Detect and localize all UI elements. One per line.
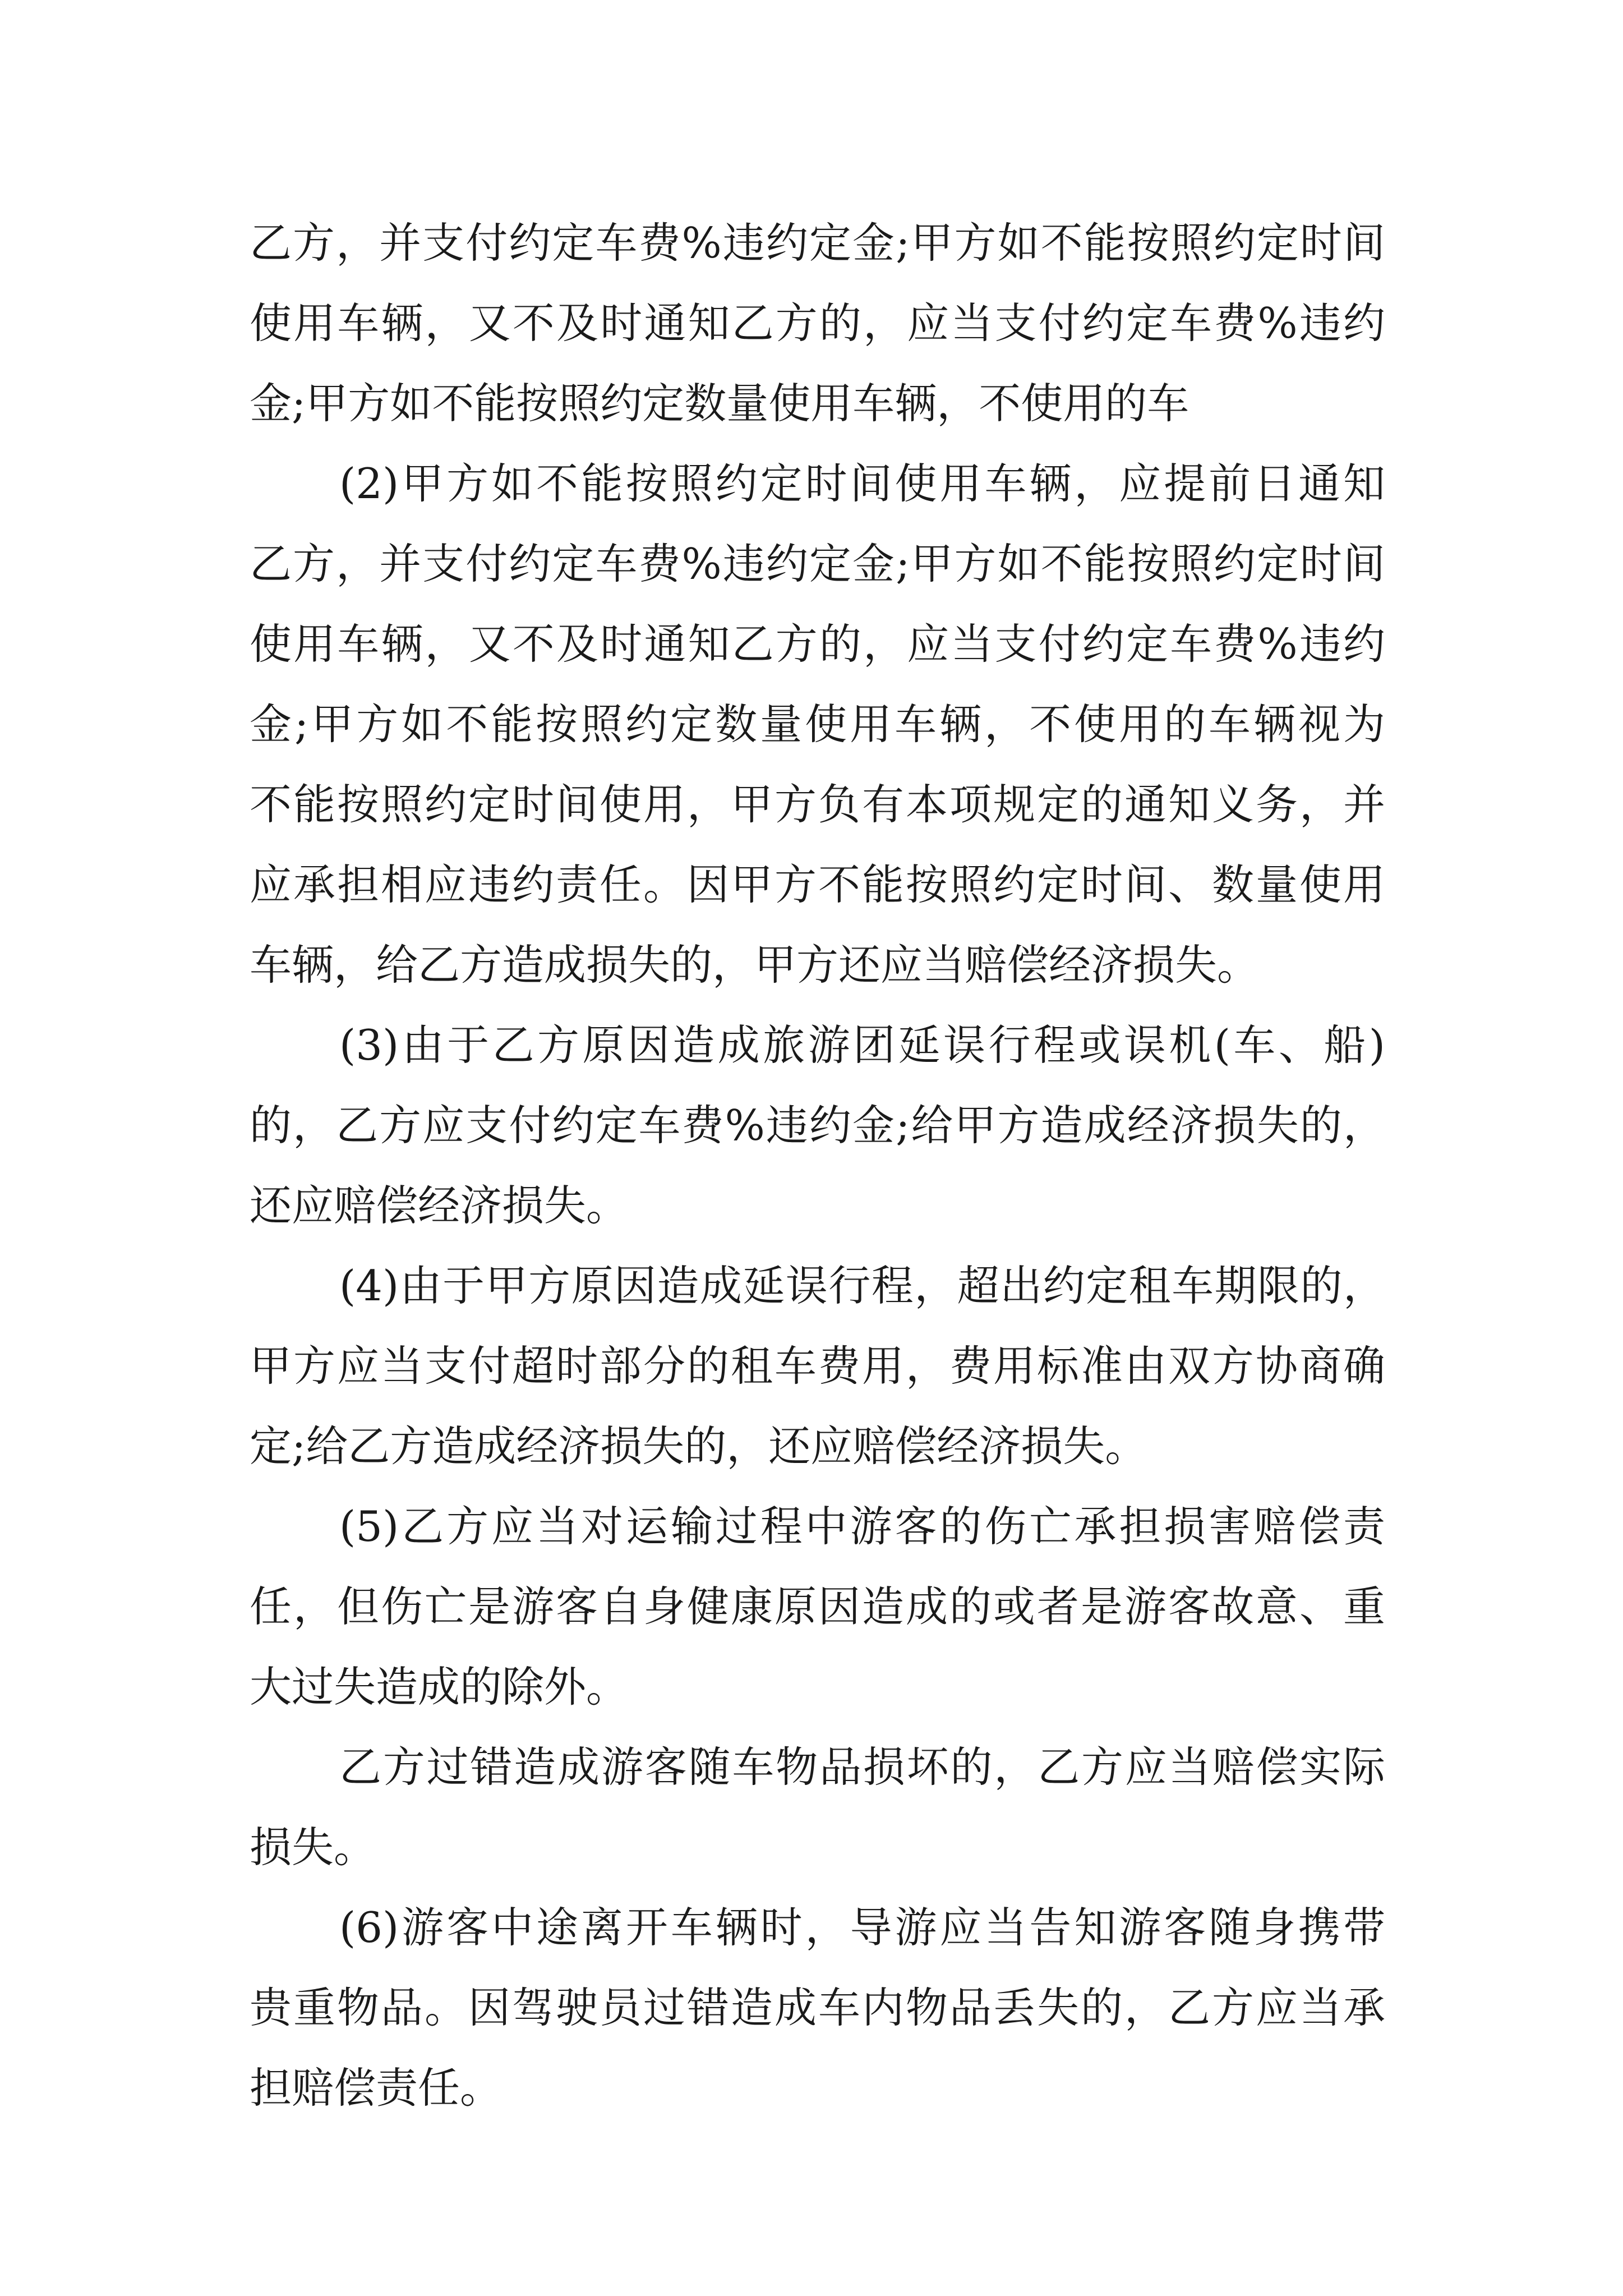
text-line: 使用车辆，又不及时通知乙方的，应当支付约定车费%违约 — [250, 298, 1385, 348]
text-line: (2)甲方如不能按照约定时间使用车辆，应提前日通知 — [339, 459, 1385, 508]
text-line: 金;甲方如不能按照约定数量使用车辆，不使用的车 — [250, 379, 1189, 428]
document-body — [250, 203, 1385, 2128]
text-line: 的，乙方应支付约定车费%违约金;给甲方造成经济损失的， — [250, 1101, 1385, 1150]
text-line: 乙方，并支付约定车费%违约定金;甲方如不能按照约定时间 — [250, 218, 1385, 268]
text-line: 不能按照约定时间使用，甲方负有本项规定的通知义务，并 — [250, 780, 1385, 829]
text-line: 损失。 — [250, 1823, 376, 1872]
text-line: 贵重物品。因驾驶员过错造成车内物品丢失的，乙方应当承 — [250, 1983, 1385, 2032]
text-line: 乙方过错造成游客随车物品损坏的，乙方应当赔偿实际 — [339, 1742, 1385, 1792]
text-line: 金;甲方如不能按照约定数量使用车辆，不使用的车辆视为 — [250, 700, 1385, 749]
text-line: (4)由于甲方原因造成延误行程，超出约定租车期限的， — [339, 1261, 1385, 1310]
text-line: 大过失造成的除外。 — [250, 1662, 629, 1711]
text-line: 应承担相应违约责任。因甲方不能按照约定时间、数量使用 — [250, 860, 1385, 909]
text-line: 还应赔偿经济损失。 — [250, 1181, 629, 1230]
text-line: (5)乙方应当对运输过程中游客的伤亡承担损害赔偿责 — [339, 1502, 1385, 1551]
text-line: 定;给乙方造成经济损失的，还应赔偿经济损失。 — [250, 1421, 1147, 1471]
text-line: 任，但伤亡是游客自身健康原因造成的或者是游客故意、重 — [250, 1582, 1385, 1631]
text-line: 使用车辆，又不及时通知乙方的，应当支付约定车费%违约 — [250, 619, 1385, 669]
text-line: (3)由于乙方原因造成旅游团延误行程或误机(车、船) — [339, 1020, 1385, 1070]
text-line: 乙方，并支付约定车费%违约定金;甲方如不能按照约定时间 — [250, 539, 1385, 588]
text-line: 担赔偿责任。 — [250, 2063, 502, 2113]
text-line: 甲方应当支付超时部分的租车费用，费用标准由双方协商确 — [250, 1341, 1385, 1391]
text-line: (6)游客中途离开车辆时，导游应当告知游客随身携带 — [339, 1903, 1385, 1952]
text-line: 车辆，给乙方造成损失的，甲方还应当赔偿经济损失。 — [250, 940, 1260, 990]
